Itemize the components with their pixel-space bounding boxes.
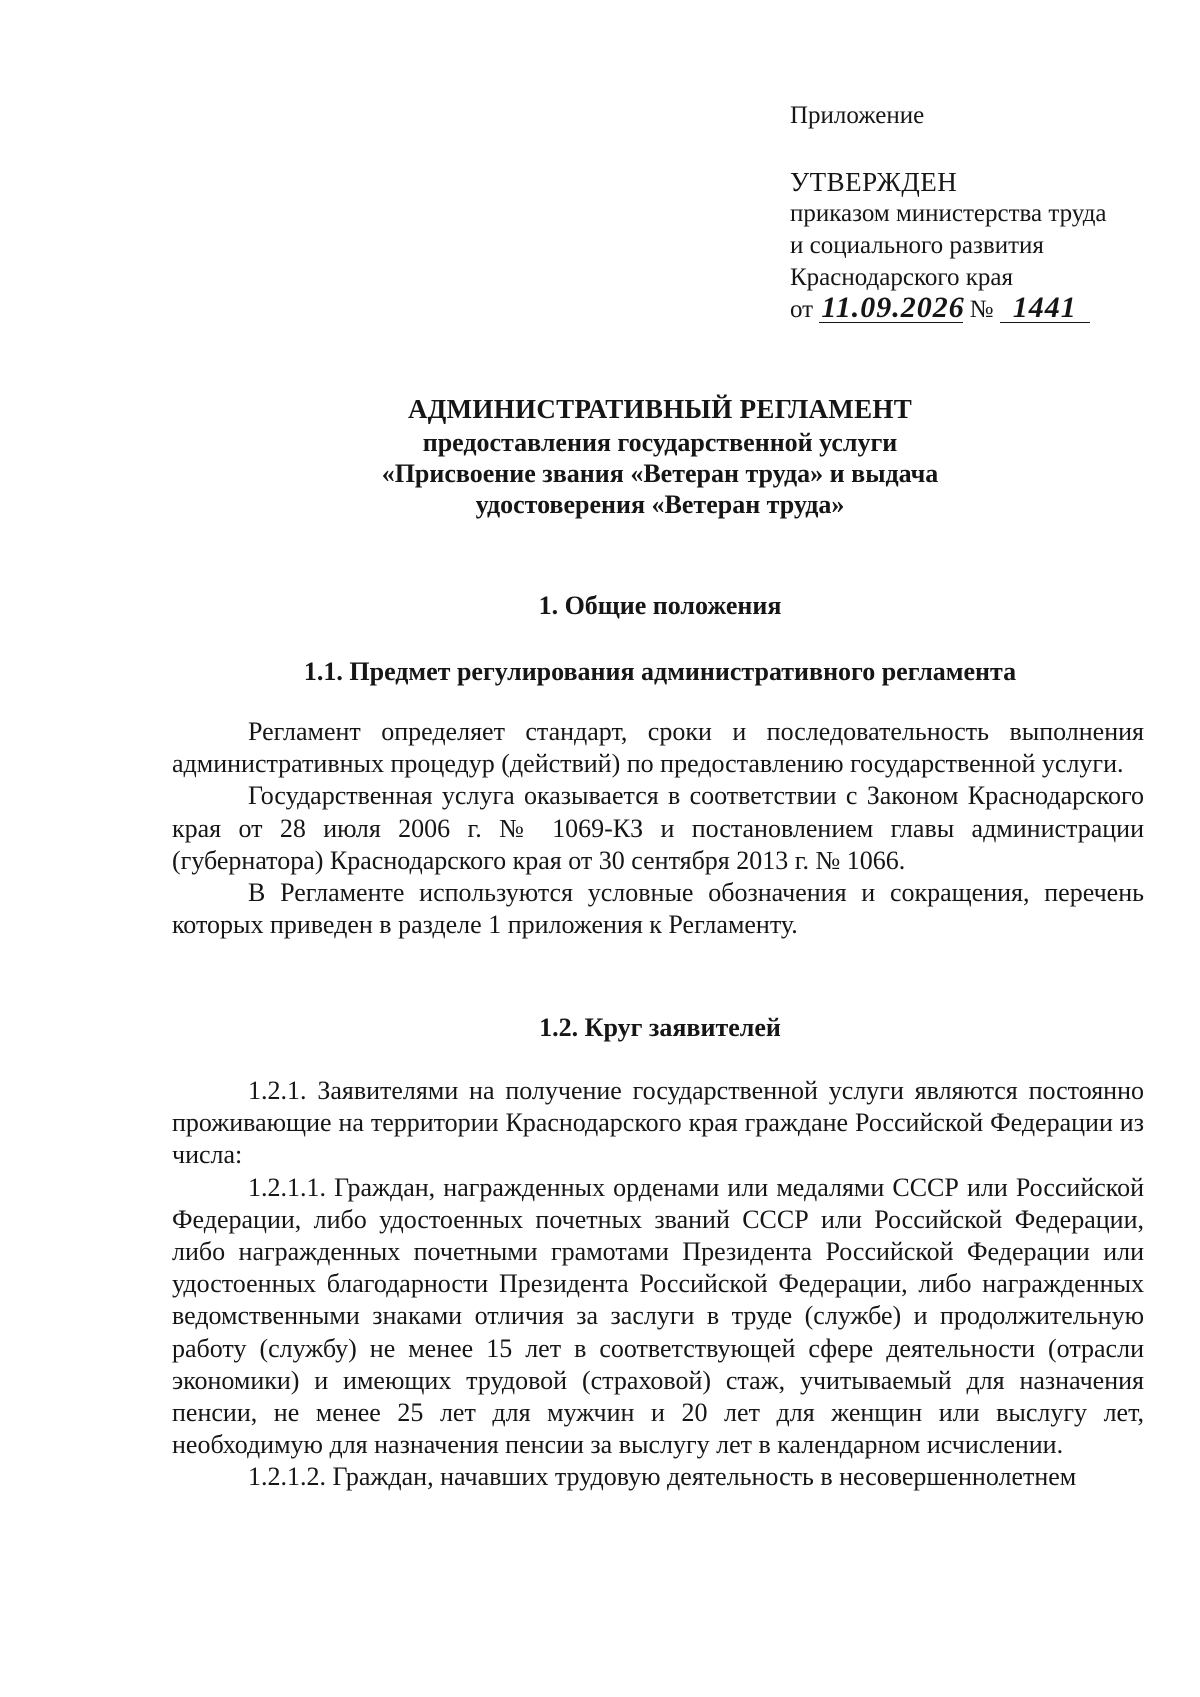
paragraph: В Регламенте используются условные обозначения и сокращения, перечень которых приведен в разделе 1 приложения к Регламенту. bbox=[172, 878, 1144, 940]
title-main: АДМИНИСТРАТИВНЫЙ РЕГЛАМЕНТ bbox=[407, 394, 913, 424]
appendix-label: Приложение bbox=[790, 102, 925, 129]
approved-label: УТВЕРЖДЕН bbox=[790, 167, 958, 197]
approval-line-2: и социального развития bbox=[790, 232, 1044, 259]
handwritten-date: 11.09.2026 bbox=[821, 291, 965, 324]
subsection-heading-1-2: 1.2. Круг заявителей bbox=[539, 1013, 781, 1042]
approval-stamp bbox=[790, 100, 1190, 326]
paragraph: 1.2.1.1. Граждан, награжденных орденами или медалями СССР или Российской Федерации, либо удостоенных почетных званий СССР или Российской Федерации, либо награжденных почетными грамотами Президента Российской Федерации или удостоенных благодарности Президента Российской Федерации, либо награжденных ведомственными знаками отличия за заслуги в труде (службе) и продолжительную работу (службу) не менее 15 лет в соответствующей сфере деятельности (отрасли экономики) и имеющих трудовой (страховой) стаж, учитываемый для назначения пенсии, не менее 25 лет для мужчин и 20 лет для женщин или выслугу лет, необходимую для назначения пенсии за выслугу лет в календарном исчислении. bbox=[172, 1172, 1144, 1460]
title-line-3: удостоверения «Ветеран труда» bbox=[475, 490, 845, 519]
handwritten-number: 1441 bbox=[1000, 294, 1090, 323]
subsection-1-2-body bbox=[172, 1075, 1144, 1494]
document-title bbox=[160, 394, 1160, 520]
paragraph: Регламент определяет стандарт, сроки и последовательность выполнения административных процедур (действий) по предоставлению государственной услуги. bbox=[172, 717, 1144, 779]
date-prefix: от bbox=[790, 296, 814, 323]
approval-line-3: Краснодарского края bbox=[790, 264, 1013, 291]
title-line-2: «Присвоение звания «Ветеран труда» и выдача bbox=[381, 459, 939, 488]
paragraph: 1.2.1. Заявителями на получение государственной услуги являются постоянно проживающие на территории Краснодарского края граждане Российской Федерации из числа: bbox=[172, 1076, 1144, 1170]
paragraph: Государственная услуга оказывается в соответствии с Законом Краснодарского края от 28 июля 2006 г. № 1069-КЗ и постановлением главы администрации (губернатора) Краснодарского края от 30 сентября 2013 г. № 1066. bbox=[172, 781, 1144, 875]
subsection-heading-1-1: 1.1. Предмет регулирования административного регламента bbox=[303, 657, 1017, 686]
approval-line-1: приказом министерства труда bbox=[790, 200, 1107, 227]
title-line-1: предоставления государственной услуги bbox=[422, 428, 898, 457]
paragraph: 1.2.1.2. Граждан, начавших трудовую деятельность в несовершеннолетнем bbox=[248, 1462, 1077, 1492]
number-prefix: № bbox=[969, 296, 994, 323]
subsection-1-1-body bbox=[172, 716, 1144, 941]
section-heading: 1. Общие положения bbox=[538, 591, 782, 620]
approval-date-number bbox=[790, 291, 1190, 326]
